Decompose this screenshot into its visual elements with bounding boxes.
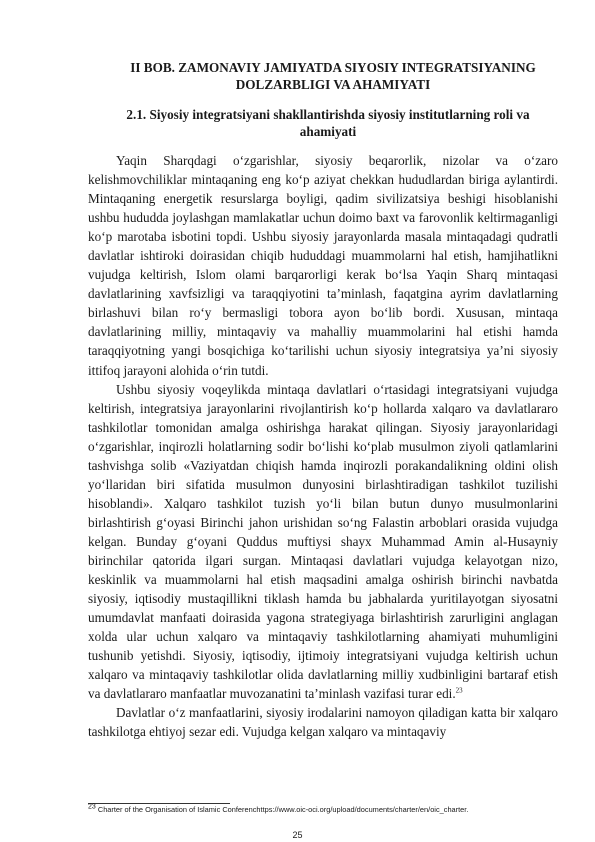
footnote-number: 23	[88, 803, 96, 811]
page-number: 25	[292, 830, 303, 840]
footnote-divider	[88, 803, 230, 804]
paragraph-text: Ushbu siyosiy voqeylikda mintaqa davlatlari o‘rtasidagi integratsiyani vujudga keltirish, integratsiya jarayonlarini rivojlantirish ko‘p hollarda xalqaro va davlatlararo tashkilotlar tomonidan amalga oshirishga harakat qilingan. Siyosiy jarayonlaridagi o‘zgarishlar, inqirozli holatlarning sodir bo‘lishi ko‘plab musulmon ziyoli qatlamlarini tashvishga solib «Vaziyatdan chiqish hamda inqirozli porakandalikning oldini olish yo‘llaridan biri sifatida musulmon dunyosini birlashtiradigan tashkilot tuzilishi hisoblandi». Xalqaro tashkilot tuzish yo‘li bilan butun dunyo musulmonlarini birlashtirish g‘oyasi Birinchi jahon urishidan so‘ng Falastin arboblari orasida vujudga kelgan. Bunday g‘oyani Quddus muftiysi shayx Muhammad Amin al-Husayniy birinchilar qatorida ilgari surgan. Mintaqasi davlatlari vujudga kelayotgan nizo, keskinlik va muammolarni hal etish maqsadini amalga oshirish birinchi navbatda siyosiy, iqtisodiy mustaqillikni tiklash hamda bu jabhalarda yuritilayotgan siyosatni umumdavlat manfaati doirasida yagona strategiyaga birlashtirish zarurligini anglagan xolda ular uchun xalqaro va mintaqaviy tashkilotlarning ahamiyati muhumligini tushunib yetishdi. Siyosiy, iqtisodiy, ijtimoiy integratsiyani vujudga keltirish uchun xalqaro va mintaqaviy tashkilotlar olida davlatlarning milliy xudbinligini bartaraf etish va davlatlararo manfaatlar muvozanatini ta’minlash vazifasi turar edi.	[88, 381, 558, 702]
body-text	[88, 151, 558, 741]
paragraph: Yaqin Sharqdagi o‘zgarishlar, siyosiy beqarorlik, nizolar va o‘zaro kelishmovchiliklar mintaqaning eng ko‘p aziyat chekkan hududlardan biriga aylantirdi. Mintaqaning energetik resurslarga boyligi, qadim sivilizatsiya beshigi hisoblanishi ushbu hududda joylashgan mamlakatlar uchun doimo baxt va farovonlik keltirmaganligi ko‘p marotaba isbotini topdi. Ushbu siyosiy jarayonlarda masala mintaqadagi qudratli davlatlar ishtiroki doirasidan chiqib hududdagi muammolarni hal etish, hamjihatlikni vujudga keltirish, Islom olami barqarorligi kerak bo‘lsa Yaqin Sharq mintaqasi davlatlarining xavfsizligi va taraqqiyotini ta’minlash, faqatgina ayrim davlatlarning birlashuvi bilan ro‘y bermasligi tobora ayon bo‘lib bordi. Xususan, mintaqa davlatlarining milliy, mintaqaviy va mahalliy muammolarini hal etishi hamda taraqqiyotning yangi bosqichiga ko‘tarilishi uchun siyosiy integratsiya ya’ni siyosiy ittifoq jarayoni alohida o‘rin tutdi.	[88, 153, 558, 378]
footnote	[88, 805, 568, 814]
footnote-text: Charter of the Organisation of Islamic Conferenchttps://www.oic-oci.org/upload/documents/charter/en/oic_charter.	[97, 805, 469, 814]
paragraph: Davlatlar o‘z manfaatlarini, siyosiy irodalarini namoyon qiladigan katta bir xalqaro tashkilotga ehtiyoj sezar edi. Vujudga kelgan xalqaro va mintaqaviy	[88, 705, 558, 740]
chapter-title: II BOB. ZAMONAVIY JAMIYATDA SIYOSIY INTEGRATSIYANING DOLZARBLIGI VA AHAMIYATI	[130, 60, 536, 92]
paragraph	[88, 380, 558, 704]
footnote-reference[interactable]: 23	[455, 686, 463, 695]
section-title: 2.1. Siyosiy integratsiyani shakllantirishda siyosiy institutlarning roli va ahamiyati	[126, 107, 530, 139]
